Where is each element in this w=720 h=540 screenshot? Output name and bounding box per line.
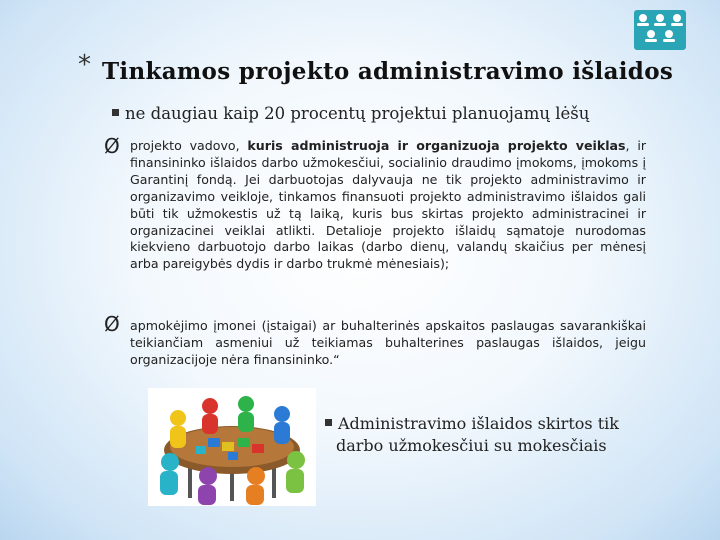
list-item bbox=[130, 138, 646, 273]
square-bullet-icon bbox=[325, 419, 332, 426]
team-puzzle-table-image bbox=[148, 388, 316, 506]
square-bullet-icon bbox=[112, 109, 119, 116]
people-chain-logo-icon bbox=[634, 10, 686, 50]
arrow-bullet-icon: Ø bbox=[104, 312, 120, 336]
note-line-1 bbox=[325, 413, 665, 435]
item2-text: apmokėjimo įmonei (įstaigai) ar buhalterinės apskaitos paslaugas savarankiškai teikiančiam asmeniui už teikiamas buhalterines paslaugas išlaidos, jeigu organizacijoje nėra finansininko.“ bbox=[130, 318, 646, 367]
page-title: Tinkamos projekto administravimo išlaidos bbox=[102, 58, 674, 85]
note-line-1-text: Administravimo išlaidos skirtos tik bbox=[338, 414, 619, 433]
summary-note bbox=[325, 413, 665, 457]
subtitle-text: ne daugiau kaip 20 procentų projektui planuojamų lėšų bbox=[125, 104, 590, 123]
item1-rest: , ir finansininko išlaidos darbo užmokesčiui, socialinio draudimo įmokoms, įmokoms į Garantinį fondą. Jei darbuotojas dalyvauja ne tik projekto administravimo ir organizavimo veikloje, tinkamos finansuoti projekto administravimo išlaidos gali būti tik užmokestis už tą laiką, kuris bus skirtas projekto administracinei ir organizacinei veiklai atlikti. Detalioje projekto išlaidų sąmatoje nurodomas kiekvieno darbuotojo darbo laikas (darbo dienų, valandų skaičius per mėnesį arba pareigybės dydis ir darbo trukmė mėnesiais); bbox=[130, 138, 647, 272]
title-bullet: * bbox=[78, 50, 91, 80]
note-line-2: darbo užmokesčiui su mokesčiais bbox=[336, 436, 607, 455]
item1-bold: kuris administruoja ir organizuoja projekto veiklas bbox=[247, 138, 626, 153]
item1-lead: projekto vadovo, bbox=[130, 138, 248, 153]
list-item bbox=[130, 318, 646, 369]
subtitle bbox=[112, 104, 589, 123]
arrow-bullet-icon: Ø bbox=[104, 134, 120, 158]
